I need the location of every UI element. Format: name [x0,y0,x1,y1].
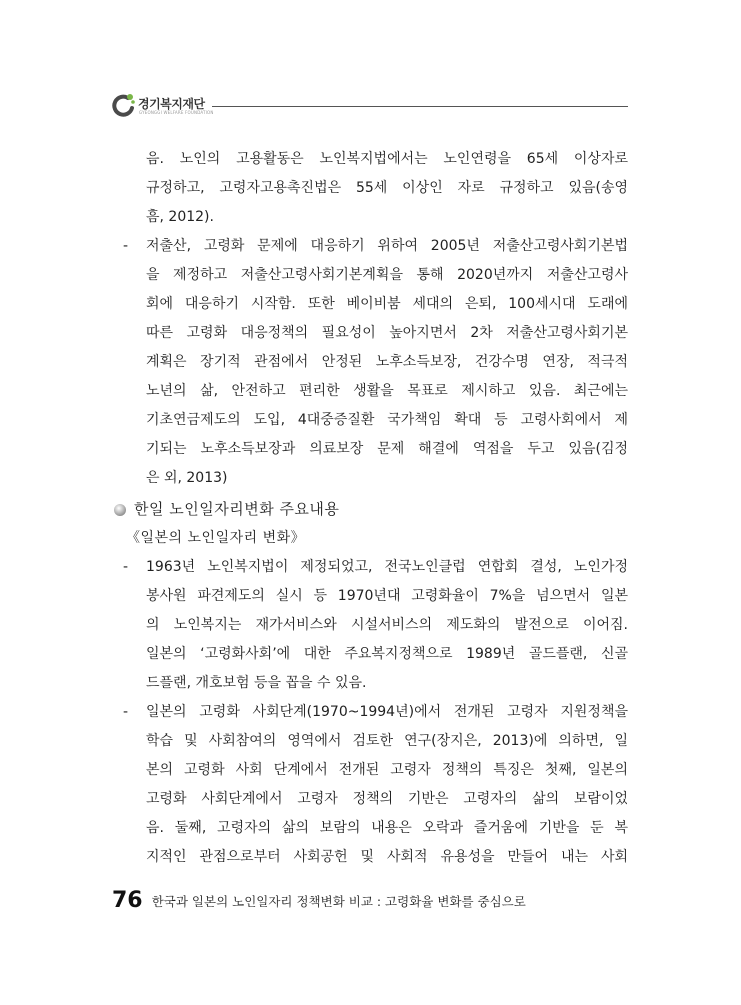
body-line: 1963년 노인복지법이 제정되었고, 전국노인클럽 연합회 결성, 노인가정 [146,559,628,575]
body-line: 의 노인복지는 재가서비스와 시설서비스의 제도화의 발전으로 이어짐. [146,617,628,633]
body-line: 기되는 노후소득보장과 의료보장 문제 해결에 역점을 두고 있음(김정 [146,441,628,457]
body-line: 본의 고령화 사회 단계에서 전개된 고령자 정책의 특징은 첫째, 일본의 [146,762,628,778]
body-line: 을 제정하고 저출산고령사회기본계획을 통해 2020년까지 저출산고령사 [146,267,628,283]
body-line: 지적인 관점으로부터 사회공헌 및 사회적 유용성을 만들어 내는 사회 [146,849,628,865]
body-line: 일본의 ‘고령화사회’에 대한 주요복지정책으로 1989년 골드플랜, 신골 [146,646,628,662]
foundation-logo-icon [112,92,136,118]
header-divider [212,106,628,107]
body-line: 기초연금제도의 도입, 4대중증질환 국가책임 확대 등 고령사회에서 제 [146,412,628,428]
foundation-name: 경기복지재단 [138,97,205,111]
body-line: 봉사원 파견제도의 실시 등 1970년대 고령화율이 7%을 넘으면서 일본 [146,588,628,604]
body-line: 은 외, 2013) [146,470,228,486]
list-dash: - [123,704,129,720]
body-line: 따른 고령화 대응정책의 필요성이 높아지면서 2차 저출산고령사회기본 [146,325,628,341]
body-line: 일본의 고령화 사회단계(1970~1994년)에서 전개된 고령자 지원정책을 [146,704,628,720]
body-line: 노년의 삶, 안전하고 편리한 생활을 목표로 제시하고 있음. 최근에는 [146,383,628,399]
body-line: 드플랜, 개호보험 등을 꼽을 수 있음. [146,675,367,691]
body-line: 흠, 2012). [146,209,214,225]
body-line: 회에 대응하기 시작함. 또한 베이비붐 세대의 은퇴, 100세시대 도래에 [146,296,628,312]
body-line: 학습 및 사회참여의 영역에서 검토한 연구(장지은, 2013)에 의하면, 일 [146,733,628,749]
body-line: 계획은 장기적 관점에서 안정된 노후소득보장, 건강수명 연장, 적극적 [146,354,628,370]
page-number: 76 [112,888,143,913]
section-bullet-icon [114,504,126,516]
body-line: 음. 둘째, 고령자의 삶의 보람의 내용은 오락과 즐거움에 기반을 둔 복 [146,820,628,836]
list-dash: - [123,238,129,254]
section-title: 한일 노인일자리변화 주요내용 [134,500,340,518]
list-dash: - [123,559,129,575]
subsection-title: 《일본의 노인일자리 변화》 [126,530,306,546]
body-line: 규정하고, 고령자고용촉진법은 55세 이상인 자로 규정하고 있음(송영 [146,180,628,196]
foundation-name-english: GYEONGGI WELFARE FOUNDATION [139,110,214,115]
body-line: 저출산, 고령화 문제에 대응하기 위하여 2005년 저출산고령사회기본법 [146,238,628,254]
document-header [112,90,628,124]
body-line: 고령화 사회단계에서 고령자 정책의 기반은 고령자의 삶의 보람이었 [146,791,628,807]
footer-title: 한국과 일본의 노인일자리 정책변화 비교 : 고령화율 변화를 중심으로 [151,893,526,909]
page-footer [112,888,526,913]
body-line: 음. 노인의 고용활동은 노인복지법에서는 노인연령을 65세 이상자로 [146,151,628,167]
